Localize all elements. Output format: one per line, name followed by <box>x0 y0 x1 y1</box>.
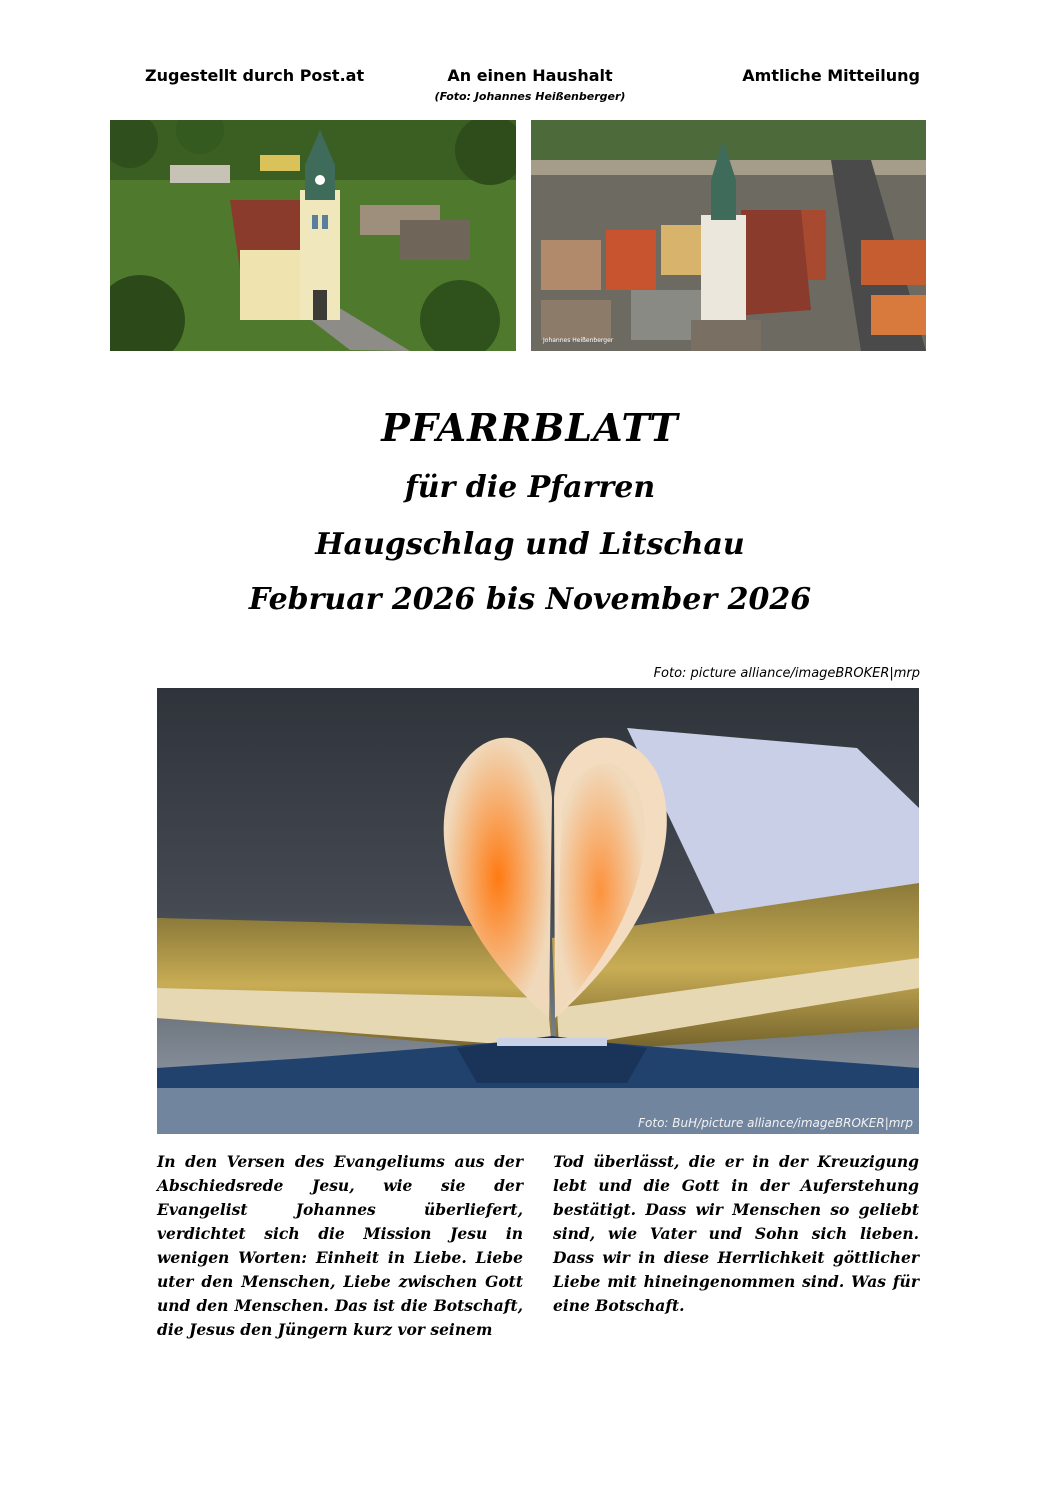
church-photo-litschau <box>531 120 926 351</box>
subtitle-line2: Haugschlag und Litschau <box>315 527 745 562</box>
photo-watermark: Johannes Heißenberger <box>543 337 614 344</box>
book-photo-overlay-credit: Foto: BuH/picture alliance/imageBROKER|mrp <box>638 1116 913 1130</box>
church-photo-haugschlag <box>110 120 516 351</box>
delivery-note: Zugestellt durch Post.at <box>145 66 365 85</box>
recipient-note: An einen Haushalt <box>447 66 613 85</box>
page-title: PFARRBLATT <box>381 405 679 450</box>
article-column-left: In den Versen des Evangeliums aus der Abschiedsrede Jesu, wie sie der Evangelist Johannes überliefert, verdichtet sich die Mission Jesu in wenigen Worten: Einheit in Liebe. Liebe uter den Menschen, Liebe zwischen Gott und den Menschen. Das ist die Botschaft, die Jesus den Jüngern kurz vor seinem <box>157 1152 523 1339</box>
book-heart-photo <box>157 688 919 1134</box>
book-photo-credit: Foto: picture alliance/imageBROKER|mrp <box>653 666 920 681</box>
official-notice: Amtliche Mitteilung <box>742 66 920 85</box>
photo-credit-top: (Foto: Johannes Heißenberger) <box>434 90 626 103</box>
subtitle-line1: für die Pfarren <box>404 470 656 505</box>
article-column-right: Tod überlässt, die er in der Kreuzigung lebt und die Gott in der Auferstehung bestätigt. Dass wir Menschen so geliebt sind, wie Vater und Sohn sich lieben. Dass wir in diese Herrlichkeit göttlicher Liebe mit hineingenommen sind. Was für eine Botschaft. <box>553 1152 919 1315</box>
date-range: Februar 2026 bis November 2026 <box>248 582 812 617</box>
